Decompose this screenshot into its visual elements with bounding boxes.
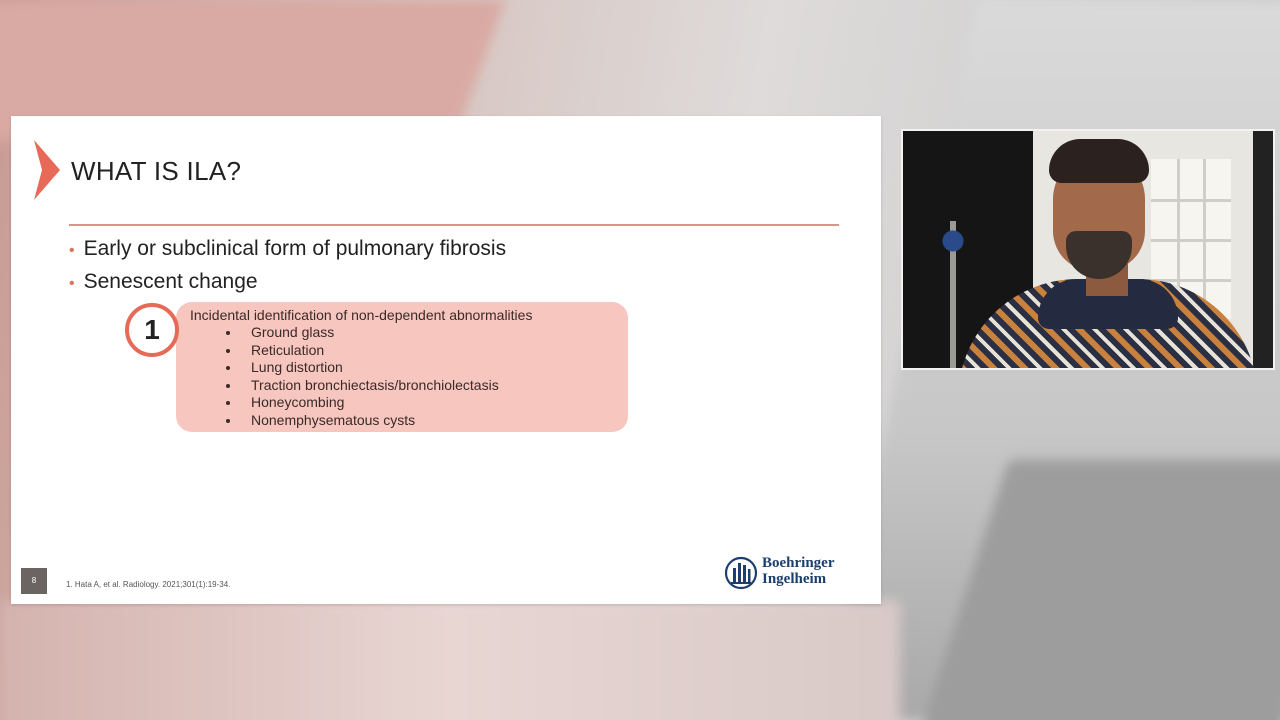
logo-mark-icon [724, 556, 758, 590]
bullet-dot-icon [226, 419, 230, 423]
bullet-dot-icon: • [69, 275, 75, 292]
logo-line: Boehringer [762, 555, 835, 571]
callout-heading: Incidental identification of non-dependent abnormalities [190, 307, 533, 323]
bullet-dot-icon [226, 384, 230, 388]
callout-list [226, 324, 499, 429]
list-item-text: Reticulation [251, 341, 325, 358]
webcam-video [901, 129, 1275, 370]
list-item-text: Traction bronchiectasis/bronchiolectasis [251, 376, 499, 393]
bullet-dot-icon [226, 401, 230, 405]
background-shape [0, 600, 900, 720]
bullet-text: Senescent change [83, 270, 258, 293]
list-item [226, 394, 499, 412]
slide-title: WHAT IS ILA? [71, 156, 242, 186]
bullet-item [69, 237, 506, 261]
slide [11, 116, 881, 604]
bullet-dot-icon [226, 331, 230, 335]
callout-box [176, 302, 628, 432]
bullet-text: Early or subclinical form of pulmonary fibrosis [83, 237, 507, 260]
speaker-figure [1049, 139, 1149, 183]
list-item [226, 359, 499, 377]
list-item-text: Lung distortion [251, 359, 343, 375]
company-logo [724, 554, 844, 594]
logo-line: Ingelheim [762, 571, 827, 587]
chevron-icon [34, 140, 60, 200]
bullet-dot-icon [226, 366, 230, 370]
list-item [226, 412, 499, 430]
list-item-text: Honeycombing [251, 394, 345, 410]
bullet-dot-icon [226, 349, 230, 353]
list-item-text: Nonemphysematous cysts [251, 411, 416, 428]
logo-text [762, 555, 835, 587]
slide-number: 8 [21, 568, 47, 594]
list-item-text: Ground glass [251, 324, 335, 340]
footnote: 1. Hata A, et al. Radiology. 2021;301(1):19-34. [66, 580, 231, 589]
list-item [226, 324, 499, 342]
webcam-background [1253, 131, 1273, 368]
reference-badge: 1 [125, 303, 179, 357]
bullet-item [69, 270, 258, 294]
title-divider [69, 224, 839, 226]
list-item [226, 377, 499, 395]
list-item [226, 342, 499, 360]
bullet-dot-icon: • [69, 242, 75, 259]
